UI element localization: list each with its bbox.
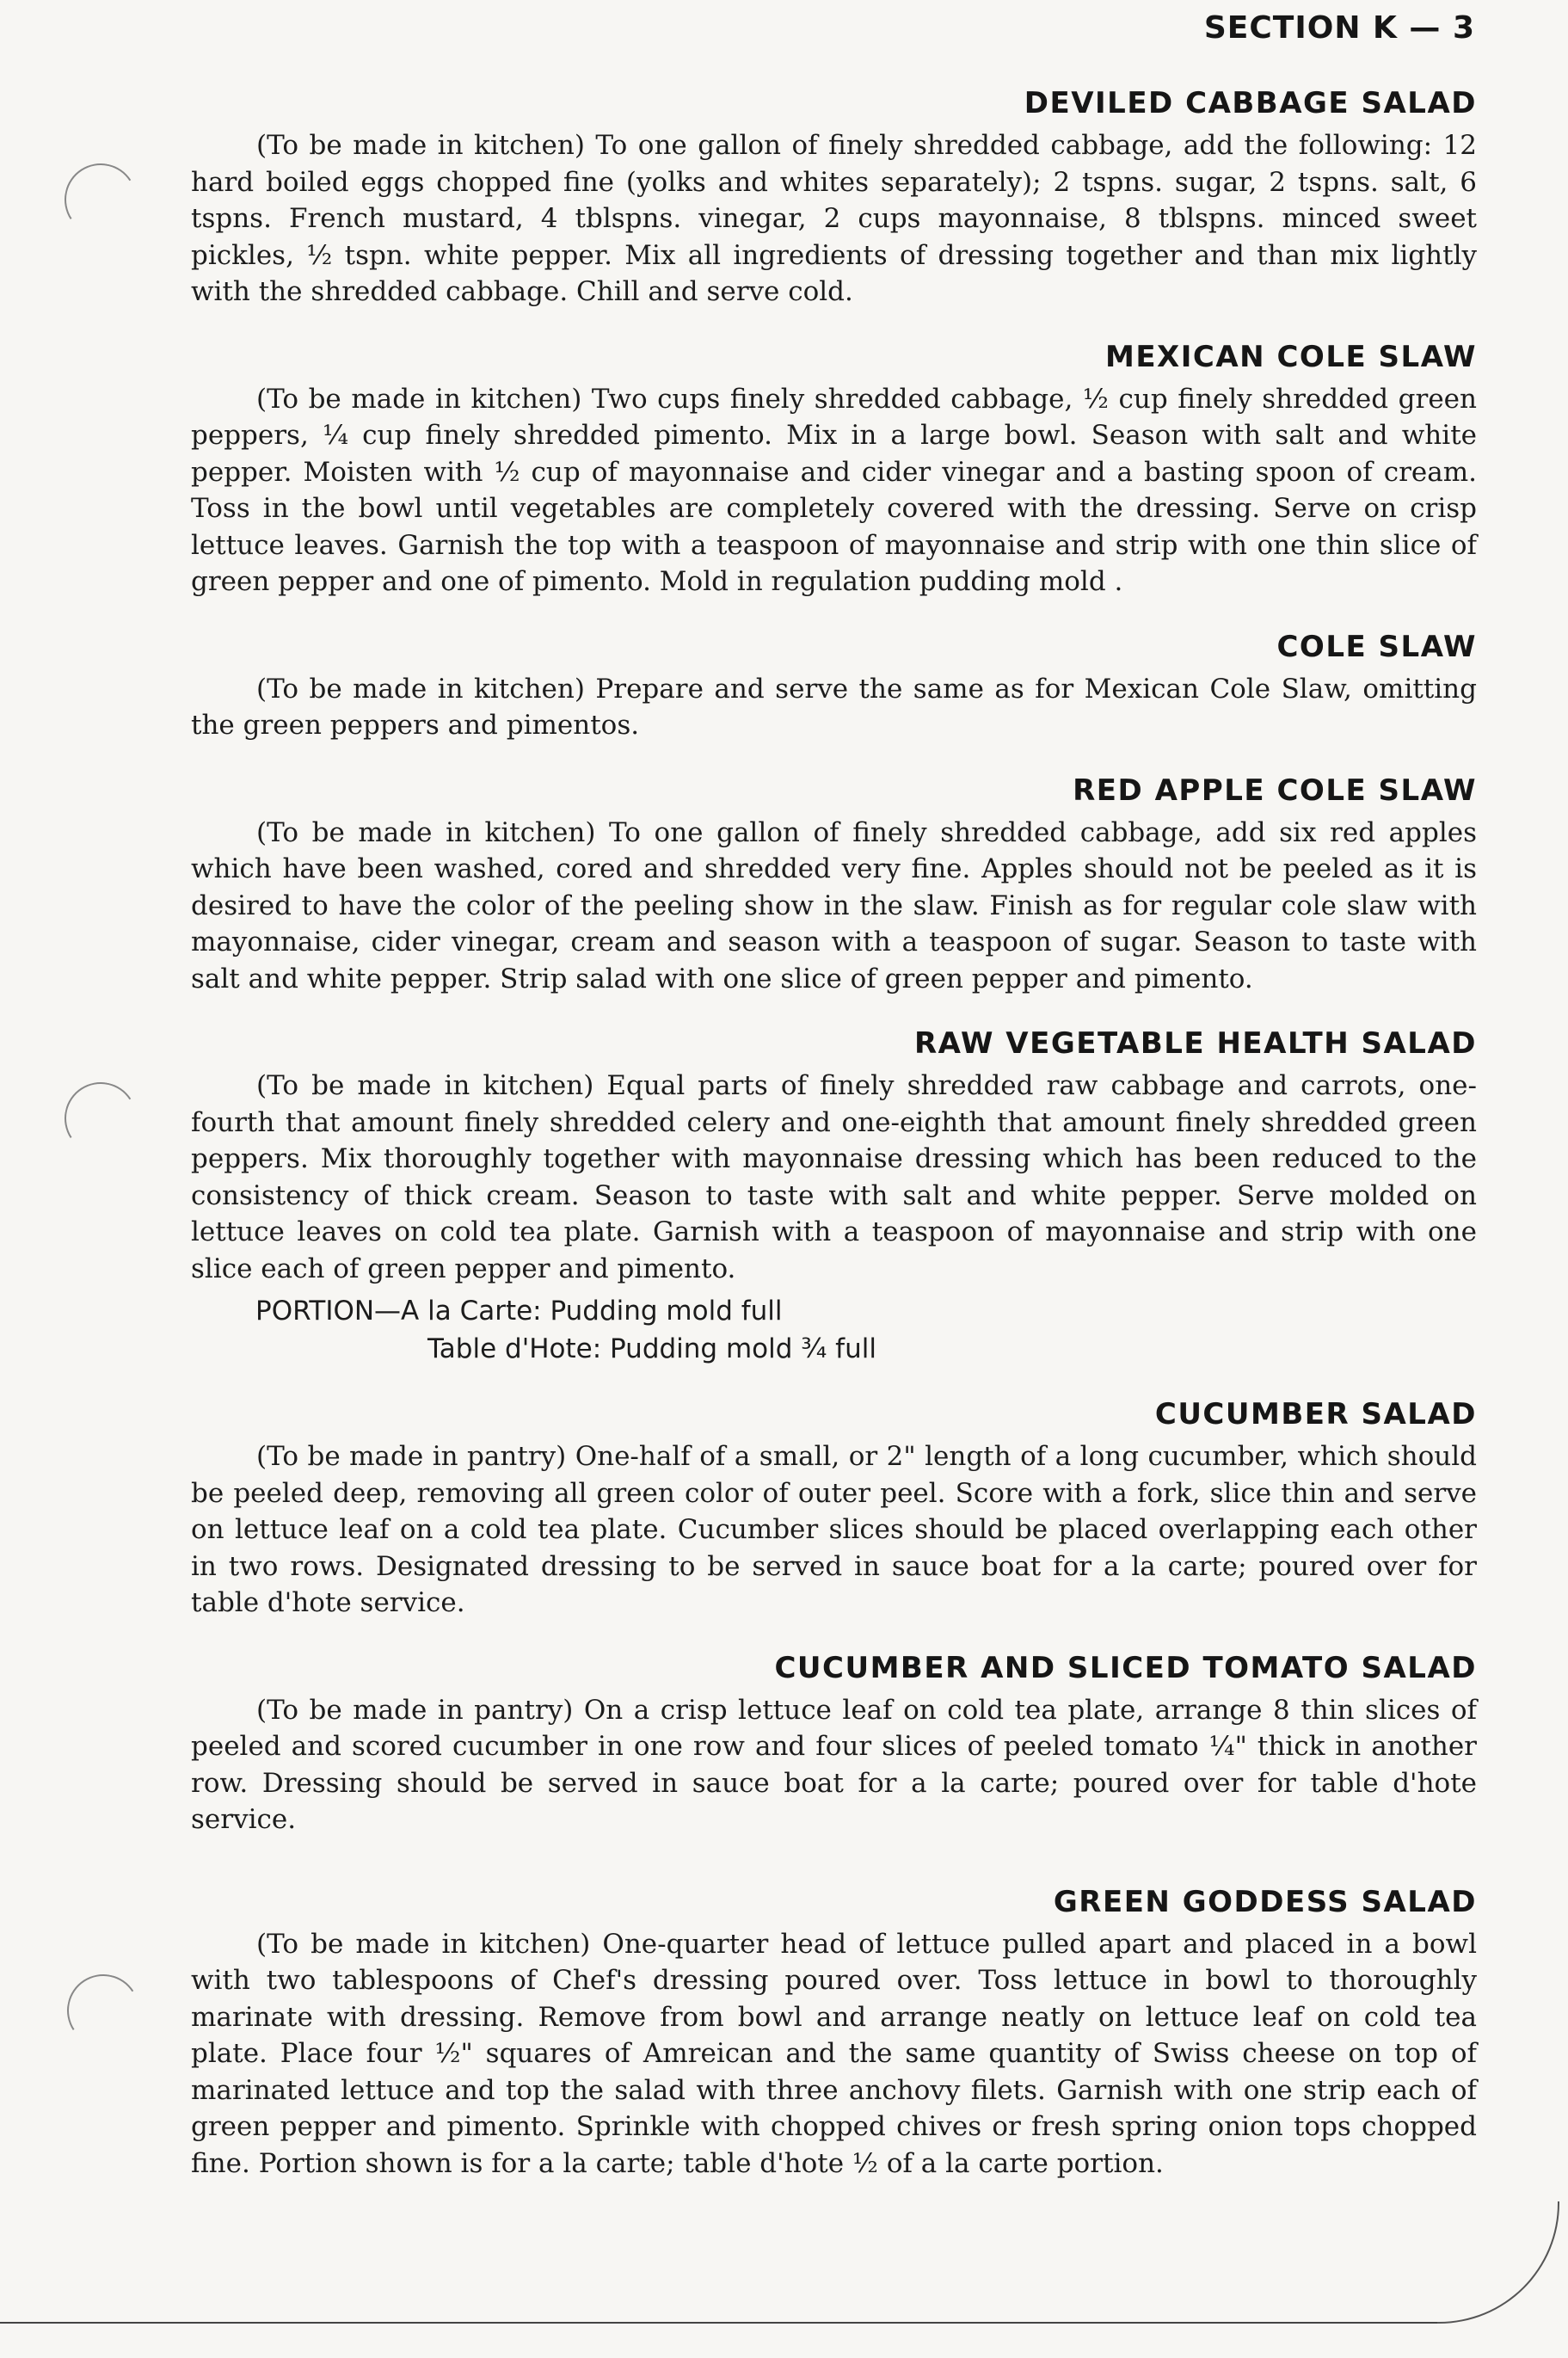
binder-hole-mark	[58, 1075, 144, 1161]
recipe-body: (To be made in kitchen) Prepare and serve the same as for Mexican Cole Slaw, omitting the green peppers and pimentos.	[191, 673, 1477, 741]
recipe-body: (To be made in pantry) On a crisp lettuce leaf on cold tea plate, arrange 8 thin slices of peeled and scored cucumber in one row and four slices of peeled tomato ¼" thick in another row. Dressing should be served in sauce boat for a la carte; poured over for table d'hote service.	[191, 1694, 1477, 1835]
recipe-body: (To be made in kitchen) Two cups finely shredded cabbage, ½ cup finely shredded green peppers, ¼ cup finely shredded pimento. Mix in a large bowl. Season with salt and white pepper. Moisten with ½ cup of mayonnaise and cider vinegar and a basting spoon of cream. Toss in the bowl until vegetables are completely covered with the dressing. Serve on crisp lettuce leaves. Garnish the top with a teaspoon of mayonnaise and strip with one thin slice of green pepper and one of pimento. Mold in regulation pudding mold .	[191, 383, 1477, 597]
recipe-cucumber-salad	[191, 1397, 1477, 1622]
recipe-cucumber-and-sliced-tomato-salad	[191, 1651, 1477, 1838]
recipe-title: COLE SLAW	[1276, 629, 1477, 664]
recipe-title: RAW VEGETABLE HEALTH SALAD	[913, 1026, 1477, 1061]
recipe-list	[191, 79, 1477, 2182]
portion-a-la-carte: PORTION—A la Carte: Pudding mold full	[255, 1296, 783, 1327]
recipe-deviled-cabbage-salad	[191, 86, 1477, 311]
recipe-body: (To be made in kitchen) Equal parts of finely shredded raw cabbage and carrots, one-fourth that amount finely shredded celery and one-eighth that amount finely shredded green peppers. Mix thoroughly together with mayonnaise dressing which has been reduced to the consistency of thick cream. Season to taste with salt and white pepper. Serve molded on lettuce leaves on cold tea plate. Garnish with a teaspoon of mayonnaise and strip with one slice each of green pepper and pimento.	[191, 1070, 1477, 1284]
recipe-title: CUCUMBER SALAD	[1154, 1397, 1477, 1431]
recipe-body: (To be made in kitchen) To one gallon of finely shredded cabbage, add six red apples which have been washed, cored and shredded very fine. Apples should not be peeled as it is desired to have the color of the peeling show in the slaw. Finish as for regular cole slaw with mayonnaise, cider vinegar, cream and season with a teaspoon of sugar. Season to taste with salt and white pepper. Strip salad with one slice of green pepper and pimento.	[191, 816, 1477, 994]
recipe-mexican-cole-slaw	[191, 340, 1477, 600]
recipe-title: DEVILED CABBAGE SALAD	[1024, 86, 1477, 120]
binder-hole-mark	[60, 1967, 146, 2053]
portion-table-d-hote: Table d'Hote: Pudding mold ¾ full	[427, 1333, 876, 1364]
recipe-body: (To be made in kitchen) To one gallon of finely shredded cabbage, add the following: 12 hard boiled eggs chopped fine (yolks and whites separately); 2 tspns. sugar, 2 tspns. salt, 6 tspns. French mustard, 4 tblspns. vinegar, 2 cups mayonnaise, 8 tblspns. minced sweet pickles, ½ tspn. white pepper. Mix all ingredients of dressing together and than mix lightly with the shredded cabbage. Chill and serve cold.	[191, 130, 1477, 307]
recipe-body: (To be made in pantry) One-half of a small, or 2" length of a long cucumber, which should be peeled deep, removing all green color of outer peel. Score with a fork, slice thin and serve on lettuce leaf on a cold tea plate. Cucumber slices should be placed overlapping each other in two rows. Designated dressing to be served in sauce boat for a la carte; poured over for table d'hote service.	[191, 1441, 1477, 1618]
recipe-cole-slaw	[191, 630, 1477, 744]
recipe-red-apple-cole-slaw	[191, 773, 1477, 998]
recipe-raw-vegetable-health-salad	[191, 1026, 1477, 1368]
page-bottom-edge	[0, 2322, 1439, 2324]
recipe-body: (To be made in kitchen) One-quarter head of lettuce pulled apart and placed in a bowl with two tablespoons of Chef's dressing poured over. Toss lettuce in bowl to thoroughly marinate with dressing. Remove from bowl and arrange neatly on lettuce leaf on cold tea plate. Place four ½" squares of Amreican and the same quantity of Swiss cheese on top of marinated lettuce and top the salad with three anchovy filets. Garnish with one strip each of green pepper and pimento. Sprinkle with chopped chives or fresh spring onion tops chopped fine. Portion shown is for a la carte; table d'hote ½ of a la carte portion.	[191, 1928, 1477, 2179]
binder-hole-mark	[58, 157, 144, 243]
section-header: SECTION K — 3	[1203, 10, 1475, 46]
recipe-title: RED APPLE COLE SLAW	[1073, 773, 1477, 808]
recipe-title: GREEN GODDESS SALAD	[1053, 1884, 1477, 1919]
recipe-title: MEXICAN COLE SLAW	[1104, 339, 1477, 374]
recipe-title: CUCUMBER AND SLICED TOMATO SALAD	[774, 1650, 1477, 1685]
page-corner-curl	[1437, 2201, 1559, 2324]
recipe-green-goddess-salad	[191, 1885, 1477, 2183]
portion-info	[191, 1292, 1477, 1368]
